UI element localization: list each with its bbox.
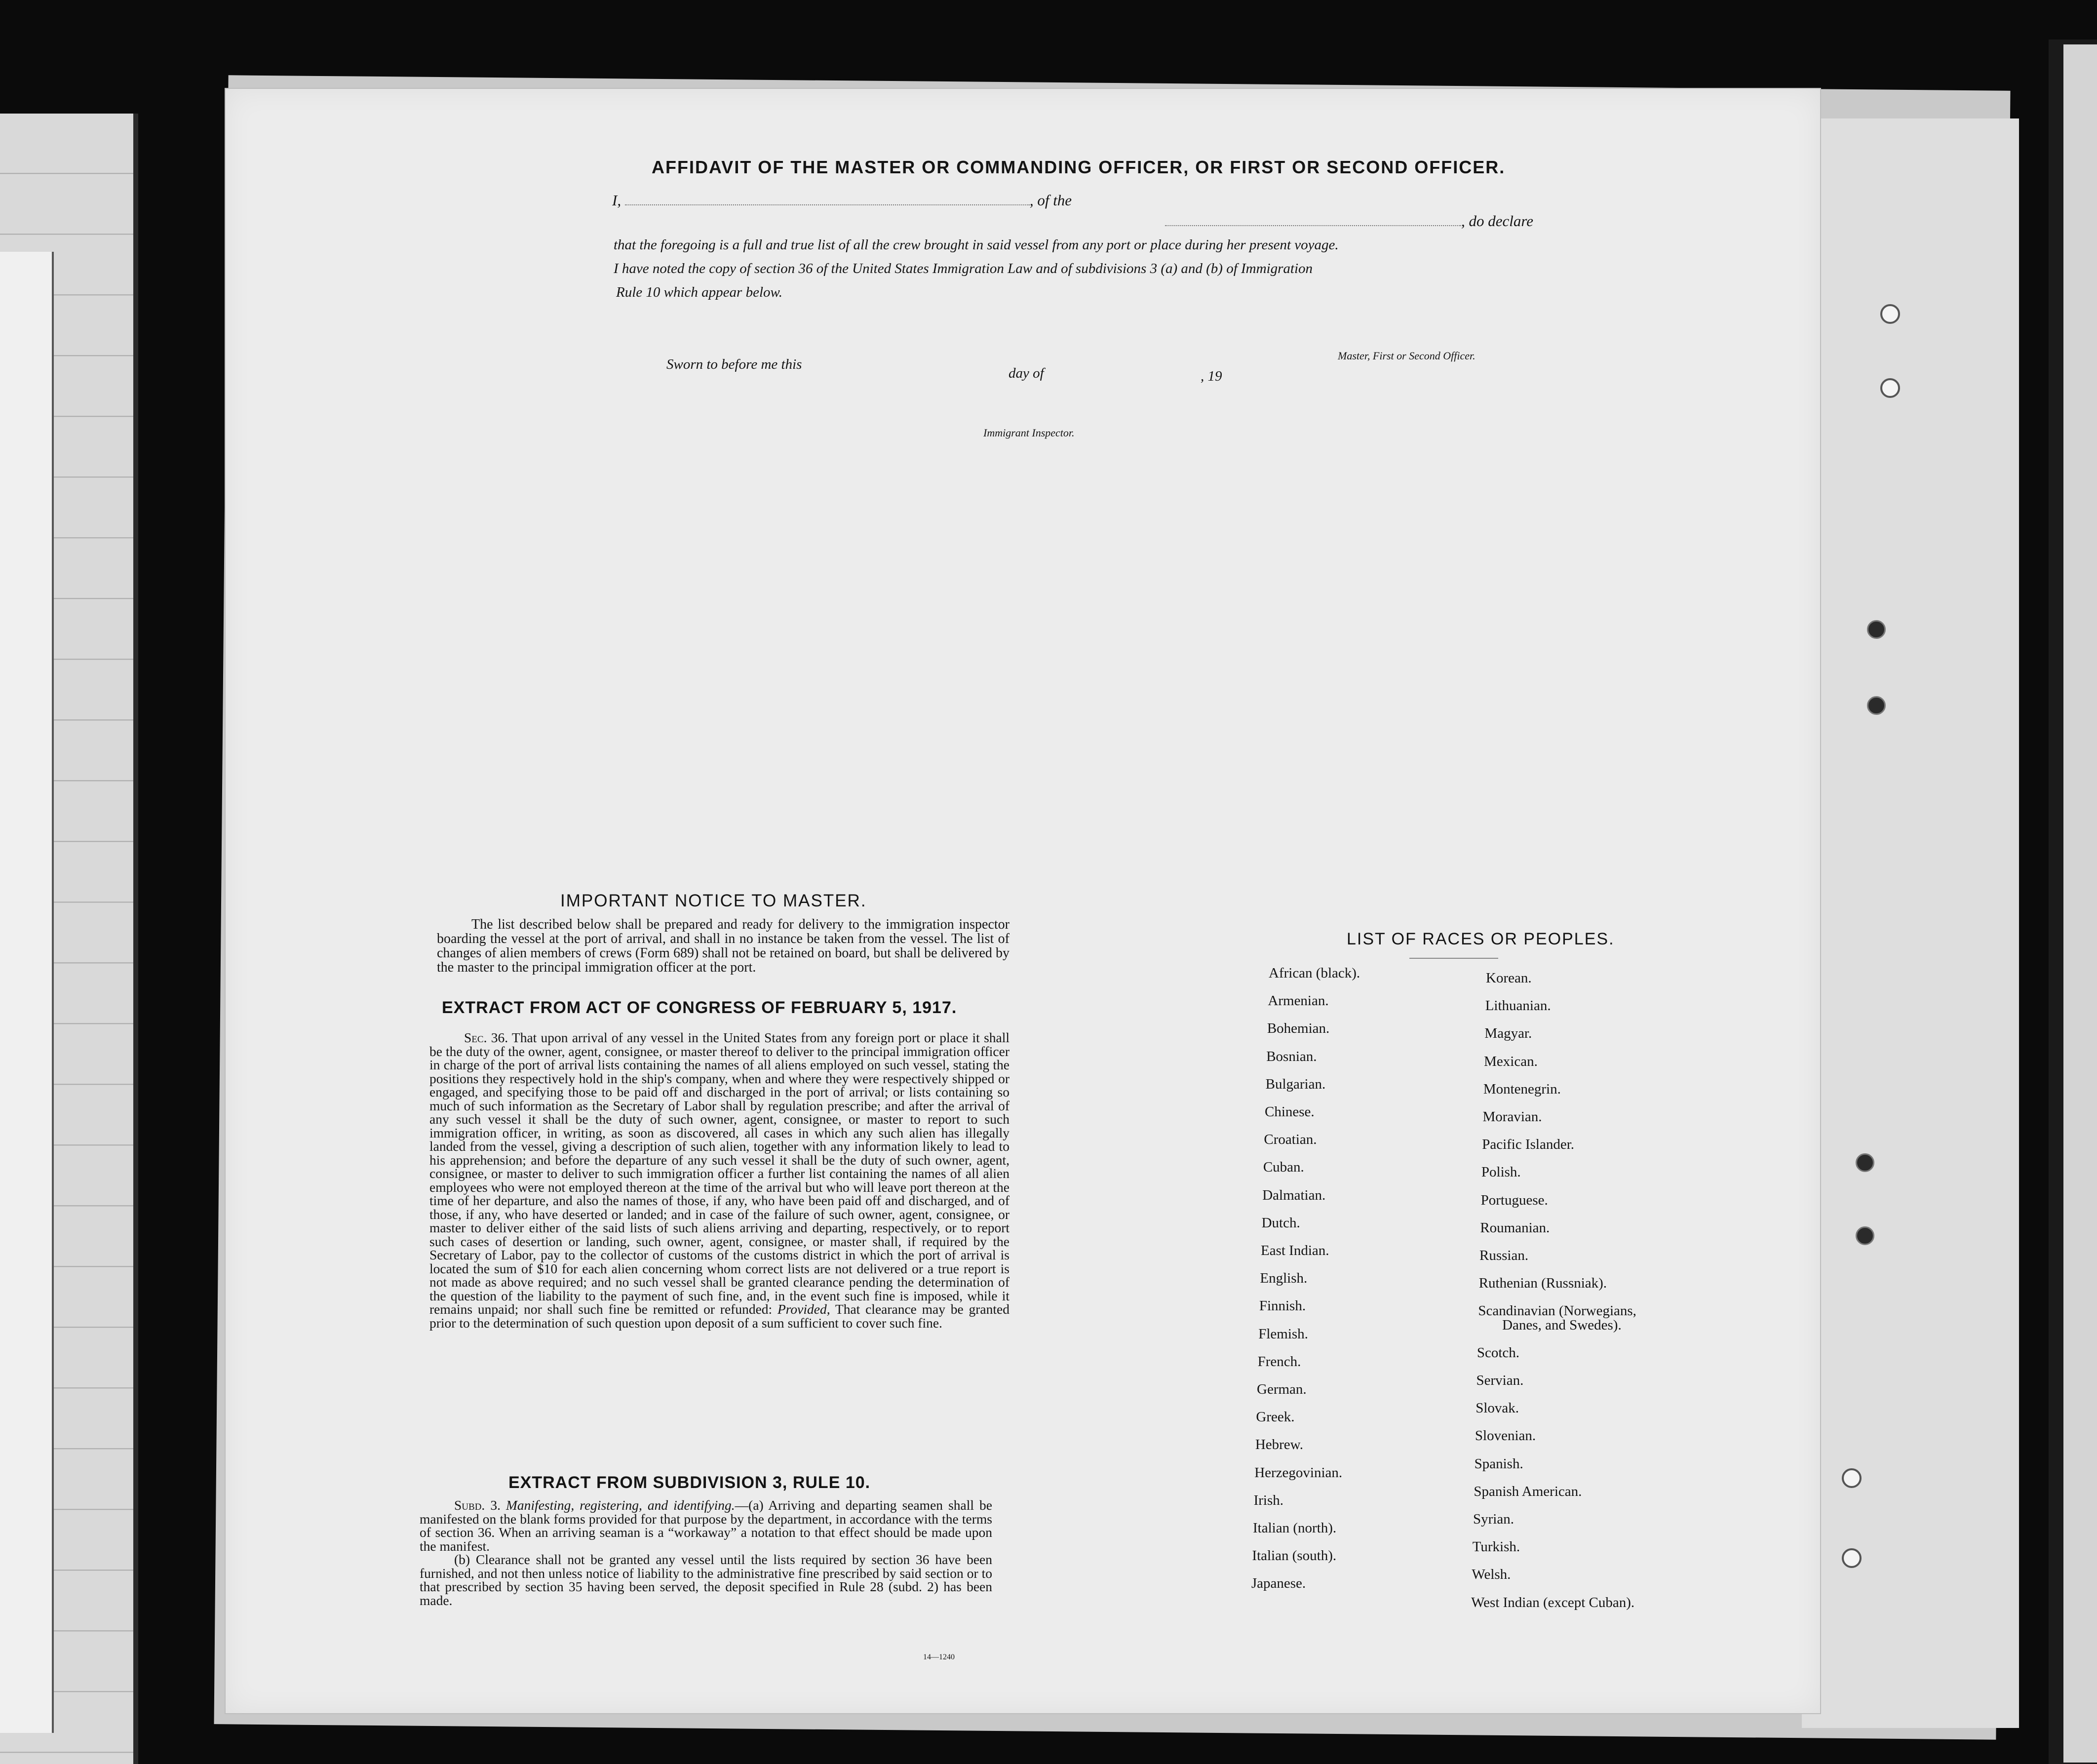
master-signature-label: Master, First or Second Officer. (1338, 350, 1476, 362)
section-36-text-end: That clearance may be granted prior to the determination of such question upon deposit of a sum sufficient to cover such fine. (429, 1301, 1010, 1331)
race-item: Lithuanian. (1485, 998, 1551, 1014)
section-36-body (429, 1031, 1010, 1330)
race-item: Bohemian. (1267, 1020, 1330, 1037)
notice-body (437, 917, 1010, 975)
race-item: Flemish. (1258, 1326, 1308, 1342)
race-item: Italian (north). (1253, 1520, 1337, 1536)
race-item: Chinese. (1265, 1104, 1315, 1120)
race-item: English. (1260, 1270, 1308, 1287)
race-item: Mexican. (1484, 1053, 1538, 1069)
extract-act-title: EXTRACT FROM ACT OF CONGRESS OF FEBRUARY 5, 1917. (442, 998, 957, 1017)
subd-3-a-text: —(a) Arriving and departing seamen shall be manifested on the blank forms provided for that purpose by the department, in accordance with the terms of section 36. When an arriving seaman is a “workaway” a notation to that effect should be made upon the manifest. (420, 1497, 992, 1554)
race-item: African (black). (1269, 965, 1360, 981)
subd-3-label: Subd. 3. (454, 1497, 501, 1513)
race-item: Scandinavian (Norwegians, (1478, 1303, 1636, 1319)
adjacent-page-left (0, 114, 138, 1764)
races-title: LIST OF RACES OR PEOPLES. (1347, 930, 1615, 948)
rule-10-body (420, 1498, 992, 1607)
sworn-label: Sworn to before me this (666, 356, 802, 372)
race-item: Herzegovinian. (1254, 1464, 1343, 1481)
section-36-text: That upon arrival of any vessel in the United States from any foreign port or place it shall be the duty of the owner, agent, consignee, or master thereof to deliver to the principal immigration officer in charge of the port of arrival lists containing the names of all aliens employed on such vessel, stating the positions they respectively hold in the ship's company, when and where they were respectively shipped or engaged, and specifying those to be paid off and discharged in the port of arrival; or lists containing so much of such information as the Secretary of Labor shall by regulation prescribe; and after the arrival of any such vessel it shall be the duty of such owner, agent, consignee, or master to report to such immigration officer, in writing, as soon as discovered, all cases in which any such alien has illegally landed from the vessel, giving a description of such alien, together with any information likely to lead to his apprehension; and before the departure of any such vessel it shall be the duty of such owner, agent, consignee, or master to deliver to such immigration officer a further list containing the names of all alien employees who were not employed thereon at the time of the arrival but who will leave port thereon at the time of her departure, and also the names of those, if any, who have been paid off and discharged, and of those, if any, who have deserted or landed; and in case of the failure of such owner, agent, consignee, or master to deliver either of the said lists of such aliens arriving and departing, respectively, or to report such cases of desertion or landing, such owner, agent, consignee, or master shall, if required by the Secretary of Labor, pay to the collector of customs of the customs district in which the port of arrival is located the sum of $10 for each alien concerning whom correct lists are not delivered or a true report is not made as above required; and no such vessel shall be granted clearance pending the determination of the question of the liability to the payment of such fine, and, in the event such fine is imposed, while it remains unpaid; nor shall such fine be remitted or refunded: (429, 1030, 1010, 1317)
race-item: Montenegrin. (1483, 1081, 1561, 1097)
race-item: Turkish. (1472, 1539, 1520, 1555)
name-blank-field[interactable] (625, 202, 1030, 205)
race-item: Korean. (1486, 970, 1532, 986)
affidavit-line-4: Rule 10 which appear below. (616, 284, 782, 300)
underlying-page-edge (1802, 118, 2019, 1728)
vessel-blank-field[interactable] (1165, 223, 1461, 226)
day-of-label: day of (1009, 365, 1044, 381)
race-item: German. (1257, 1381, 1307, 1397)
affidavit-title: AFFIDAVIT OF THE MASTER OR COMMANDING OFFICER, OR FIRST OR SECOND OFFICER. (652, 157, 1506, 177)
race-item: Croatian. (1264, 1132, 1317, 1148)
race-item: Moravian. (1482, 1109, 1542, 1125)
race-item: Irish. (1253, 1492, 1284, 1508)
race-item: Bulgarian. (1265, 1076, 1326, 1092)
race-item: Danes, and Swedes). (1502, 1317, 1622, 1333)
affidavit-line-3: I have noted the copy of section 36 of the United States Immigration Law and of subdivisions 3 (a) and (b) of Immigration (614, 261, 1313, 276)
race-item: West Indian (except Cuban). (1471, 1594, 1635, 1610)
race-item: Pacific Islander. (1482, 1137, 1575, 1153)
affidavit-line-2: that the foregoing is a full and true list of all the crew brought in said vessel from any port or place during her present voyage. (614, 237, 1339, 253)
vessel-blank-line (1165, 212, 1533, 230)
section-36-paragraph (429, 1031, 1010, 1330)
race-item: Italian (south). (1252, 1548, 1337, 1564)
adjacent-page-left-edge (0, 252, 54, 1733)
manifest-sheet (225, 88, 1821, 1714)
inspector-signature-label: Immigrant Inspector. (983, 427, 1075, 439)
race-item: Polish. (1481, 1164, 1521, 1180)
affidavit-i-label: I, (612, 192, 621, 209)
race-item: Scotch. (1476, 1344, 1519, 1361)
race-item: Magyar. (1484, 1025, 1532, 1042)
race-item: Dalmatian. (1262, 1187, 1326, 1203)
notice-paragraph: The list described below shall be prepared and ready for delivery to the immigration inspector boarding the vessel at the port of arrival, and shall in no instance be taken from the vessel. The list of changes of alien members of crews (Form 689) shall not be retained on board, but shall be delivered by the master to the principal immigration officer at the port. (437, 917, 1010, 975)
punch-hole (1867, 696, 1886, 715)
subd-3-heading: Manifesting, registering, and identifying. (506, 1497, 735, 1513)
race-item: Slovenian. (1475, 1428, 1536, 1444)
affidavit-line-1 (612, 192, 1072, 209)
race-item: Cuban. (1263, 1159, 1304, 1176)
punch-hole (1842, 1468, 1862, 1488)
race-item: Dutch. (1261, 1215, 1300, 1231)
race-item: Spanish. (1474, 1455, 1523, 1472)
punch-hole (1867, 620, 1886, 639)
race-item: Greek. (1256, 1409, 1295, 1425)
year-label: , 19 (1201, 368, 1222, 384)
punch-hole (1856, 1153, 1874, 1172)
punch-hole (1842, 1548, 1862, 1568)
race-item: Japanese. (1251, 1575, 1306, 1592)
race-item: Servian. (1476, 1372, 1524, 1388)
race-item: French. (1257, 1353, 1301, 1370)
race-item: Russian. (1479, 1248, 1529, 1263)
affidavit-of-the-label: , of the (1029, 192, 1072, 209)
punch-hole (1880, 304, 1900, 324)
race-item: Spanish American. (1474, 1483, 1582, 1499)
races-title-rule (1409, 958, 1498, 959)
rule-10-paragraph-b: (b) Clearance shall not be granted any vessel until the lists required by section 36 have been furnished, and not then unless notice of liability to the administrative fine prescribed by said section or to that prescribed by section 35 having been served, the deposit specified in Rule 28 (subd. 2) has been made. (420, 1552, 992, 1608)
race-item: Finnish. (1259, 1298, 1306, 1314)
affidavit-do-declare: , do declare (1461, 212, 1534, 230)
race-item: Syrian. (1473, 1511, 1514, 1527)
race-item: Hebrew. (1255, 1437, 1303, 1453)
race-item: Armenian. (1268, 993, 1329, 1009)
race-item: East Indian. (1261, 1243, 1329, 1258)
race-item: Slovak. (1476, 1400, 1519, 1416)
form-number: 14—1240 (923, 1653, 955, 1661)
extract-rule-title: EXTRACT FROM SUBDIVISION 3, RULE 10. (508, 1473, 871, 1492)
adjacent-page-right-edge (2063, 44, 2097, 1763)
race-item: Bosnian. (1266, 1048, 1317, 1064)
punch-hole (1856, 1226, 1874, 1245)
race-item: Roumanian. (1480, 1219, 1550, 1236)
race-item: Portuguese. (1480, 1192, 1548, 1208)
notice-title: IMPORTANT NOTICE TO MASTER. (560, 891, 867, 910)
punch-hole (1880, 378, 1900, 398)
race-item: Welsh. (1472, 1567, 1511, 1583)
race-item: Ruthenian (Russniak). (1478, 1275, 1607, 1292)
rule-10-paragraph-a (420, 1498, 992, 1553)
section-36-label: Sec. 36. (464, 1030, 508, 1045)
provided-word: Provided, (777, 1301, 830, 1317)
